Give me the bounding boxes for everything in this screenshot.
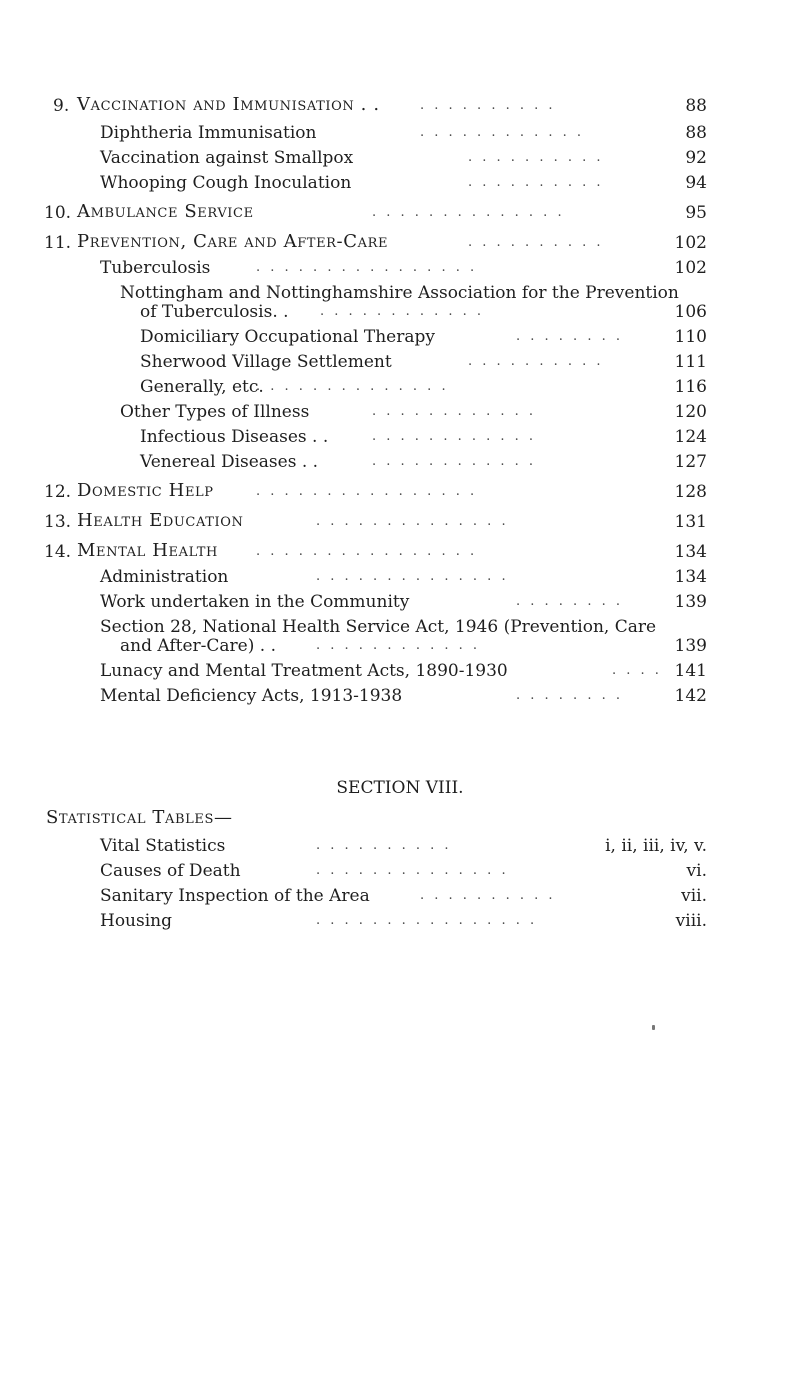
page-number: 120	[674, 402, 707, 422]
section-title: Mental Health	[77, 540, 218, 561]
page-number: 127	[674, 452, 707, 472]
page-number: 102	[674, 233, 707, 253]
leader-dots: . . . . . . . . . . . .	[372, 429, 537, 444]
section-title: Prevention, Care and After-Care	[77, 231, 389, 252]
leader-dots: . . . . . . . . . .	[468, 150, 604, 165]
subentry-title: Diphtheria Immunisation	[100, 123, 317, 143]
leader-dots: . . . .	[612, 663, 662, 678]
page-number: vi.	[686, 861, 707, 881]
subentry-title: Mental Deficiency Acts, 1913-1938	[100, 686, 403, 706]
page-number: 111	[674, 352, 707, 372]
page-number: 131	[674, 512, 707, 532]
subentry-title-line1: Section 28, National Health Service Act, 1946 (Prevention, Care	[100, 617, 657, 637]
page-number: 102	[674, 258, 707, 278]
leader-dots: . . . . . . . . . . . .	[316, 638, 481, 653]
page-number: 95	[685, 203, 707, 223]
leader-dots: . . . . . . . . . . . . . . . .	[256, 260, 478, 275]
page-number: vii.	[681, 886, 707, 906]
section-number: 13.	[44, 512, 72, 532]
subentry-title-line1: Nottingham and Nottinghamshire Association for the Prevention	[120, 283, 679, 303]
page-number: 110	[674, 327, 707, 347]
leader-dots: . . . . . . . . . . . . . . . .	[316, 913, 538, 928]
page-number: 134	[674, 542, 707, 562]
stat-row-title: Housing	[100, 911, 173, 931]
page-number: 88	[685, 123, 707, 143]
subentry-title-line2: and After-Care) . .	[120, 636, 276, 656]
leader-dots: . . . . . . . . . .	[468, 354, 604, 369]
page-number: 94	[685, 173, 707, 193]
page-number: i, ii, iii, iv, v.	[605, 836, 707, 856]
page-number: 88	[685, 96, 707, 116]
leader-dots: . . . . . . . . . . . . . . . .	[256, 484, 478, 499]
leader-dots: . . . . . . . . . . . . . .	[372, 205, 565, 220]
section-title: Vaccination and Immunisation . .	[77, 94, 380, 115]
page-number: 134	[674, 567, 707, 587]
section-number: 14.	[44, 542, 72, 562]
page-number: 142	[674, 686, 707, 706]
leader-dots: . . . . . . . . . . . . . .	[316, 569, 509, 584]
leader-dots: . . . . . . . . . . . .	[320, 304, 485, 319]
leader-dots: . . . . . . . . . . . .	[372, 404, 537, 419]
leader-dots: . . . . . . . .	[516, 688, 623, 703]
stat-row-title: Sanitary Inspection of the Area	[100, 886, 370, 906]
section-number: 10.	[44, 203, 72, 223]
stat-row-title: Causes of Death	[100, 861, 241, 881]
subentry-title: Domiciliary Occupational Therapy	[140, 327, 435, 347]
section-title: Domestic Help	[77, 480, 214, 501]
subentry-title: Infectious Diseases . .	[140, 427, 329, 447]
section-number: 11.	[44, 233, 72, 253]
leader-dots: . . . . . . . . . . . .	[420, 125, 585, 140]
page-number: 141	[674, 661, 707, 681]
leader-dots: . . . . . . . . . .	[468, 175, 604, 190]
statistical-tables-heading: Statistical Tables—	[46, 807, 233, 828]
subentry-title: Other Types of Illness	[120, 402, 310, 422]
leader-dots: . . . . . . . .	[516, 329, 623, 344]
leader-dots: . . . . . . . . . .	[468, 235, 604, 250]
section-number: 9.	[53, 96, 70, 116]
subentry-title: Vaccination against Smallpox	[100, 148, 354, 168]
section-title: Health Education	[77, 510, 244, 531]
subentry-title: Tuberculosis	[100, 258, 211, 278]
subentry-title: Generally, etc.	[140, 377, 264, 397]
ink-speck	[652, 1025, 655, 1030]
page-number: 139	[674, 592, 707, 612]
leader-dots: . . . . . . . . . . . . . .	[316, 514, 509, 529]
subentry-title: Administration	[100, 567, 229, 587]
leader-dots: . . . . . . . . . . . . . .	[316, 863, 509, 878]
subentry-title: Venereal Diseases . .	[140, 452, 319, 472]
subentry-title-line2: of Tuberculosis. .	[140, 302, 289, 322]
subentry-title: Lunacy and Mental Treatment Acts, 1890-1930	[100, 661, 508, 681]
section-heading: SECTION VIII.	[336, 778, 464, 798]
section-number: 12.	[44, 482, 72, 502]
page-number: 124	[674, 427, 707, 447]
page-number: 116	[674, 377, 707, 397]
leader-dots: . . . . . . . . . . . . . . . .	[256, 544, 478, 559]
stat-row-title: Vital Statistics	[100, 836, 226, 856]
page-number: 139	[674, 636, 707, 656]
page-number: 128	[674, 482, 707, 502]
leader-dots: . . . . . . . . . . . . . .	[256, 379, 449, 394]
page-number: viii.	[675, 911, 707, 931]
section-title: Ambulance Service	[77, 201, 254, 222]
page-number: 106	[674, 302, 707, 322]
subentry-title: Work undertaken in the Community	[100, 592, 410, 612]
subentry-title: Whooping Cough Inoculation	[100, 173, 352, 193]
subentry-title: Sherwood Village Settlement	[140, 352, 392, 372]
leader-dots: . . . . . . . . . .	[420, 888, 556, 903]
leader-dots: . . . . . . . .	[516, 594, 623, 609]
page-number: 92	[685, 148, 707, 168]
leader-dots: . . . . . . . . . . . .	[372, 454, 537, 469]
leader-dots: . . . . . . . . . .	[316, 838, 452, 853]
leader-dots: . . . . . . . . . .	[420, 98, 556, 113]
